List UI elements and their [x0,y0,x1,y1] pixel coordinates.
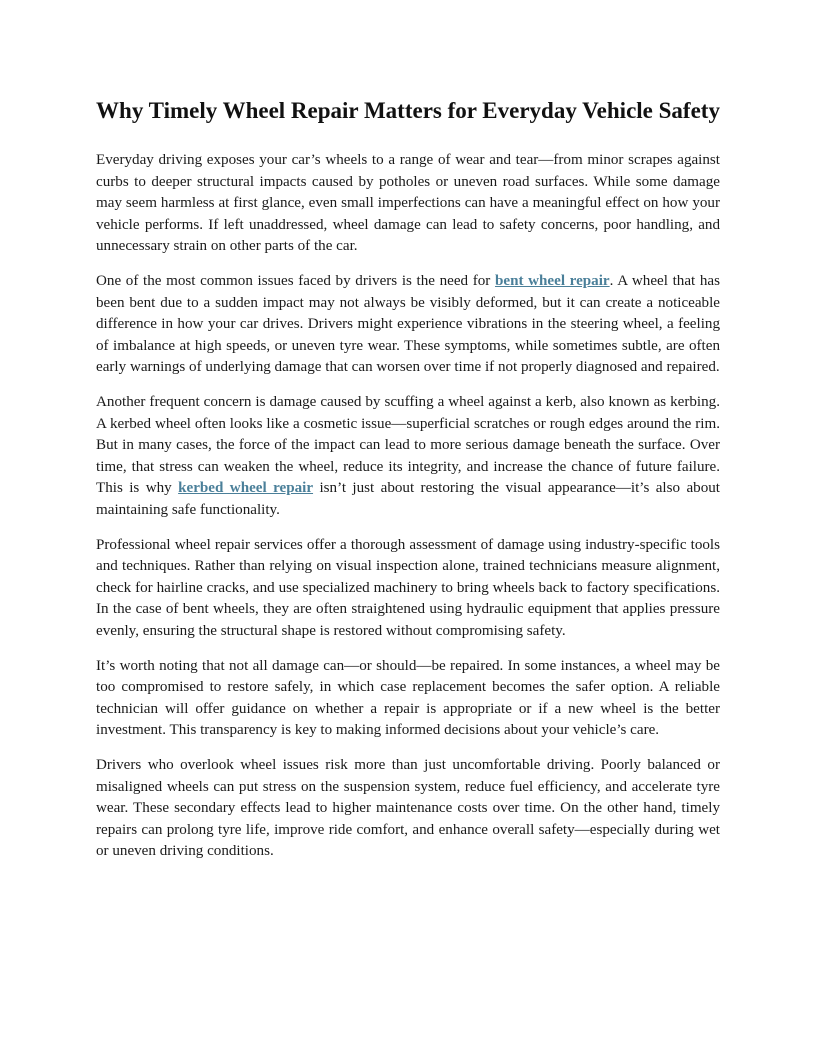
document-page [96,94,720,876]
paragraph-3-text-end: isn’t just about restoring the visual appearance—it’s also about maintaining safe functionality. [96,480,720,518]
paragraph-5: It’s worth noting that not all damage can—or should—be repaired. In some instances, a wheel may be too compromised to restore safely, in which case replacement becomes the safer option. A reliable technician will offer guidance on whether a repair is appropriate or if a new wheel is the better investment. This transparency is key to making informed decisions about your vehicle’s care. [96,657,720,738]
paragraph-6: Drivers who overlook wheel issues risk more than just uncomfortable driving. Poorly balanced or misaligned wheels can put stress on the suspension system, reduce fuel efficiency, and accelerate tyre wear. These secondary effects lead to higher maintenance costs over time. On the other hand, timely repairs can prolong tyre life, improve ride comfort, and enhance overall safety—especially during wet or uneven driving conditions. [96,757,720,859]
paragraph-4: Professional wheel repair services offer a thorough assessment of damage using industry-specific tools and techniques. Rather than relying on visual inspection alone, trained technicians measure alignment, check for hairline cracks, and use specialized machinery to bring wheels back to factory specifications. In the case of bent wheels, they are often straightened using hydraulic equipment that applies pressure evenly, ensuring the structural shape is restored without compromising safety. [96,536,720,639]
paragraph-3-text-start: Another frequent concern is damage caused by scuffing a wheel against a kerb, also known as kerbing. A kerbed wheel often looks like a cosmetic issue—superficial scratches or rough edges around the rim. But in many cases, the force of the impact can lead to more serious damage beneath the surface. Over time, that stress can weaken the wheel, reduce its integrity, and increase the chance of future failure. This is why [96,394,720,496]
paragraph-2-text-start: One of the most common issues faced by drivers is the need for [96,273,495,289]
bent-wheel-repair-link[interactable]: bent wheel repair [494,273,610,289]
paragraph-2 [96,271,720,379]
paragraph-3 [96,392,720,521]
paragraph-2-text-end: . A wheel that has been bent due to a sudden impact may not always be visibly deformed, but it can create a noticeable difference in how your car drives. Drivers might experience vibrations in the steering wheel, a feeling of imbalance at high speeds, or uneven tyre wear. These symptoms, while sometimes subtle, are often early warnings of underlying damage that can worsen over time if not properly diagnosed and repaired. [96,273,720,375]
document-title: Why Timely Wheel Repair Matters for Everyday Vehicle Safety [96,98,720,123]
paragraph-1: Everyday driving exposes your car’s wheels to a range of wear and tear—from minor scrapes against curbs to deeper structural impacts caused by potholes or uneven road surfaces. While some damage may seem harmless at first glance, even small imperfections can have a meaningful effect on how your vehicle performs. If left unaddressed, wheel damage can lead to safety concerns, poor handling, and unnecessary strain on other parts of the car. [96,152,720,254]
kerbed-wheel-repair-link[interactable]: kerbed wheel repair [178,480,314,496]
